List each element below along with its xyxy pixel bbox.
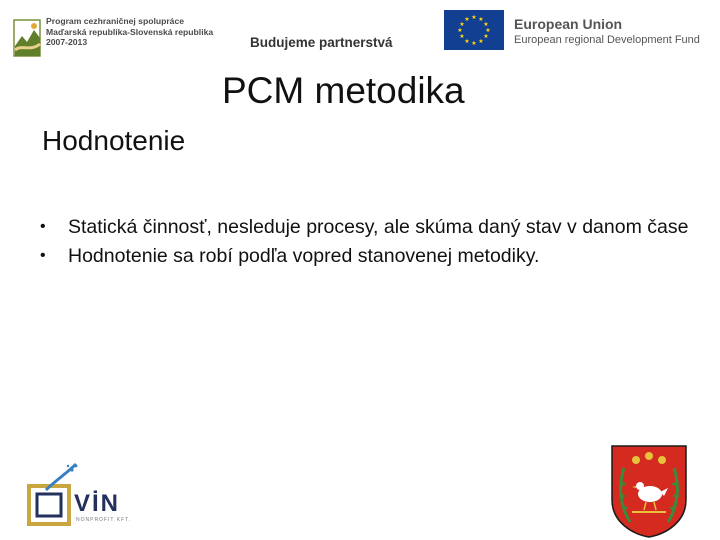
- program-text: [46, 16, 213, 48]
- program-line-1: Program cezhraničnej spolupráce: [46, 16, 185, 26]
- svg-text:★: ★: [459, 21, 465, 28]
- eu-subtitle: European regional Development Fund: [514, 34, 700, 46]
- eu-title: European Union: [514, 16, 623, 32]
- bullet-list: [40, 214, 710, 272]
- vin-logo: [26, 460, 146, 530]
- bullet-icon: •: [40, 247, 46, 264]
- bullet-icon: •: [40, 218, 46, 235]
- svg-text:★: ★: [485, 27, 491, 34]
- vin-subtitle: NONPROFIT KFT.: [76, 517, 132, 523]
- svg-text:★: ★: [464, 38, 470, 45]
- bullet-text: Hodnotenie sa robí podľa vopred stanovenej metodiky.: [68, 245, 540, 267]
- program-logo: [12, 14, 212, 64]
- slide-title: PCM metodika: [222, 70, 465, 111]
- svg-text:★: ★: [457, 27, 463, 34]
- eu-label: [514, 16, 700, 47]
- svg-text:★: ★: [471, 40, 477, 47]
- bullet-item: [40, 243, 710, 269]
- eu-flag-icon: [444, 10, 504, 50]
- slogan: Budujeme partnerstvá: [250, 35, 393, 50]
- program-line-2: Maďarská republika-Slovenská republika: [46, 26, 214, 37]
- bullet-text: Statická činnosť, nesleduje procesy, ale skúma daný stav v danom čase: [68, 216, 689, 238]
- svg-text:★: ★: [464, 16, 470, 23]
- coat-of-arms-icon: [610, 444, 688, 538]
- program-line-3: 2007-2013: [46, 37, 88, 48]
- program-emblem-icon: [12, 16, 46, 60]
- section-heading: Hodnotenie: [42, 125, 186, 156]
- svg-text:★: ★: [478, 38, 484, 45]
- svg-text:★: ★: [483, 33, 489, 40]
- vin-brand: VİN: [74, 490, 121, 517]
- svg-text:★: ★: [478, 16, 484, 23]
- svg-text:★: ★: [459, 33, 465, 40]
- svg-text:★: ★: [471, 14, 477, 21]
- bullet-item: [40, 214, 710, 240]
- svg-text:★: ★: [483, 21, 489, 28]
